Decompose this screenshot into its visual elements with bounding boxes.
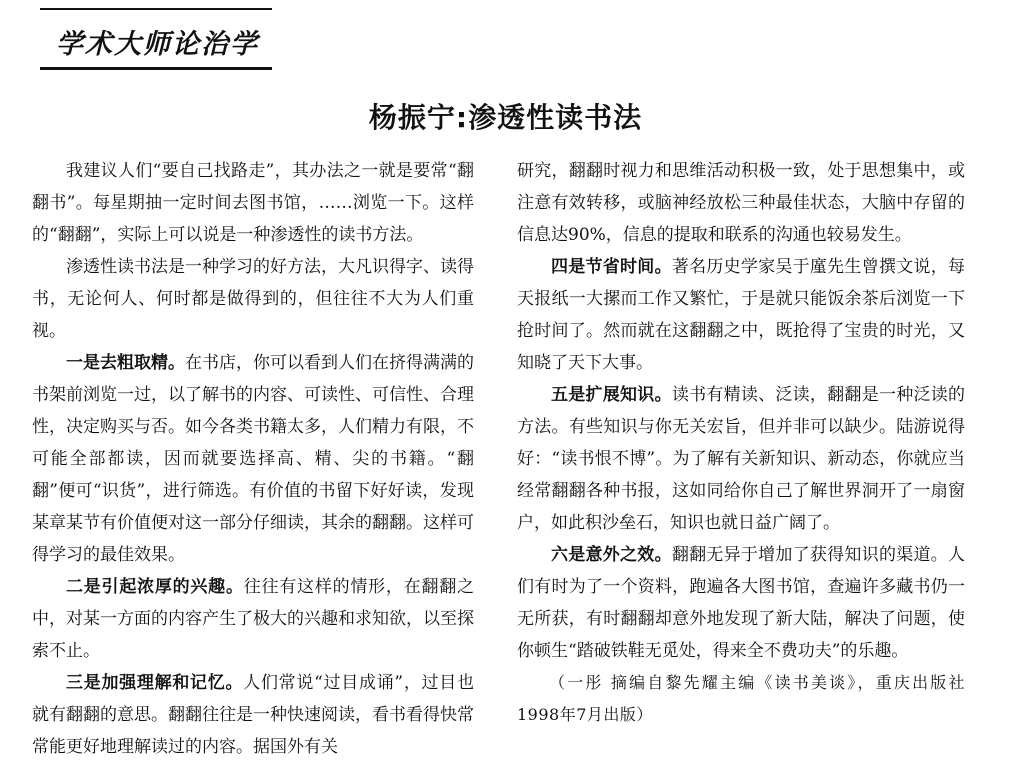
paragraph-point-3 bbox=[32, 667, 474, 763]
point-6-body: 翻翻无异于增加了获得知识的渠道。人们有时为了一个资料，跑遍各大图书馆，查遍许多藏书仍一无所获，有时翻翻却意外地发现了新大陆，解决了问题，使你顿生“踏破铁鞋无觅处，得来全不费功夫”的乐趣。 bbox=[517, 545, 966, 661]
article-title: 杨振宁:渗透性读书法 bbox=[368, 101, 643, 134]
paragraph-point-4 bbox=[517, 251, 965, 379]
point-6-heading: 六是意外之效。 bbox=[551, 545, 672, 565]
right-column bbox=[517, 155, 965, 731]
paragraph-point-3-cont: 研究，翻翻时视力和思维活动积极一致，处于思想集中，或注意有效转移，或脑神经放松三种最佳状态，大脑中存留的信息达90%，信息的提取和联系的沟通也较易发生。 bbox=[517, 161, 965, 245]
point-1-body: 在书店，你可以看到人们在挤得满满的书架前浏览一过，以了解书的内容、可读性、可信性、合理性，决定购买与否。如今各类书籍太多，人们精力有限，不可能全部都读，因而就要选择高、精、尖的书籍。“翻翻”便可“识货”，进行筛选。有价值的书留下好好读，发现某章某节有价值便对这一部分仔细读，其余的翻翻。这样可得学习的最佳效果。 bbox=[32, 353, 474, 565]
paragraph-intro: 我建议人们“要自己找路走”，其办法之一就是要常“翻翻书”。每星期抽一定时间去图书馆，……浏览一下。这样的“翻翻”，实际上可以说是一种渗透性的读书方法。 bbox=[32, 161, 474, 245]
point-4-heading: 四是节省时间。 bbox=[551, 257, 672, 277]
paragraph-point-1 bbox=[32, 347, 474, 571]
point-3-body: 人们常说“过目成诵”，过目也就有翻翻的意思。翻翻往往是一种快速阅读，看书看得快常常能更好地理解读过的内容。据国外有关 bbox=[32, 673, 475, 757]
point-5-heading: 五是扩展知识。 bbox=[551, 385, 672, 405]
paragraph-method: 渗透性读书法是一种学习的好方法，大凡识得字、读得书，无论何人、何时都是做得到的，但往往不大为人们重视。 bbox=[32, 257, 474, 341]
paragraph-point-2 bbox=[32, 571, 474, 667]
point-2-heading: 二是引起浓厚的兴趣。 bbox=[66, 577, 244, 597]
point-1-heading: 一是去粗取精。 bbox=[66, 353, 185, 373]
section-rule-top bbox=[40, 8, 272, 10]
point-4-body: 著名历史学家吴于廑先生曾撰文说，每天报纸一大摞而工作又繁忙，于是就只能饭余茶后浏览一下抢时间了。然而就在这翻翻之中，既抢得了宝贵的时光，又知晓了天下大事。 bbox=[517, 257, 966, 373]
point-2-body: 往往有这样的情形，在翻翻之中，对某一方面的内容产生了极大的兴趣和求知欲，以至探索不止。 bbox=[32, 577, 475, 661]
point-5-body: 读书有精读、泛读，翻翻是一种泛读的方法。有些知识与你无关宏旨，但并非可以缺少。陆游说得好：“读书恨不博”。为了解有关新知识、新动态，你就应当经常翻翻各种书报，这如同给你自己了解世界洞开了一扇窗户，如此积沙垒石，知识也就日益广阔了。 bbox=[517, 385, 966, 533]
paragraph-point-6 bbox=[517, 539, 965, 667]
paragraph-point-5 bbox=[517, 379, 965, 539]
section-label: 学术大师论治学 bbox=[56, 29, 259, 60]
source-credit: （一彤 摘编自黎先耀主编《读书美谈》，重庆出版社1998年7月出版） bbox=[517, 673, 965, 724]
section-header bbox=[40, 8, 272, 70]
point-3-heading: 三是加强理解和记忆。 bbox=[66, 673, 244, 693]
left-column bbox=[32, 155, 474, 763]
section-rule-bottom bbox=[40, 67, 272, 70]
